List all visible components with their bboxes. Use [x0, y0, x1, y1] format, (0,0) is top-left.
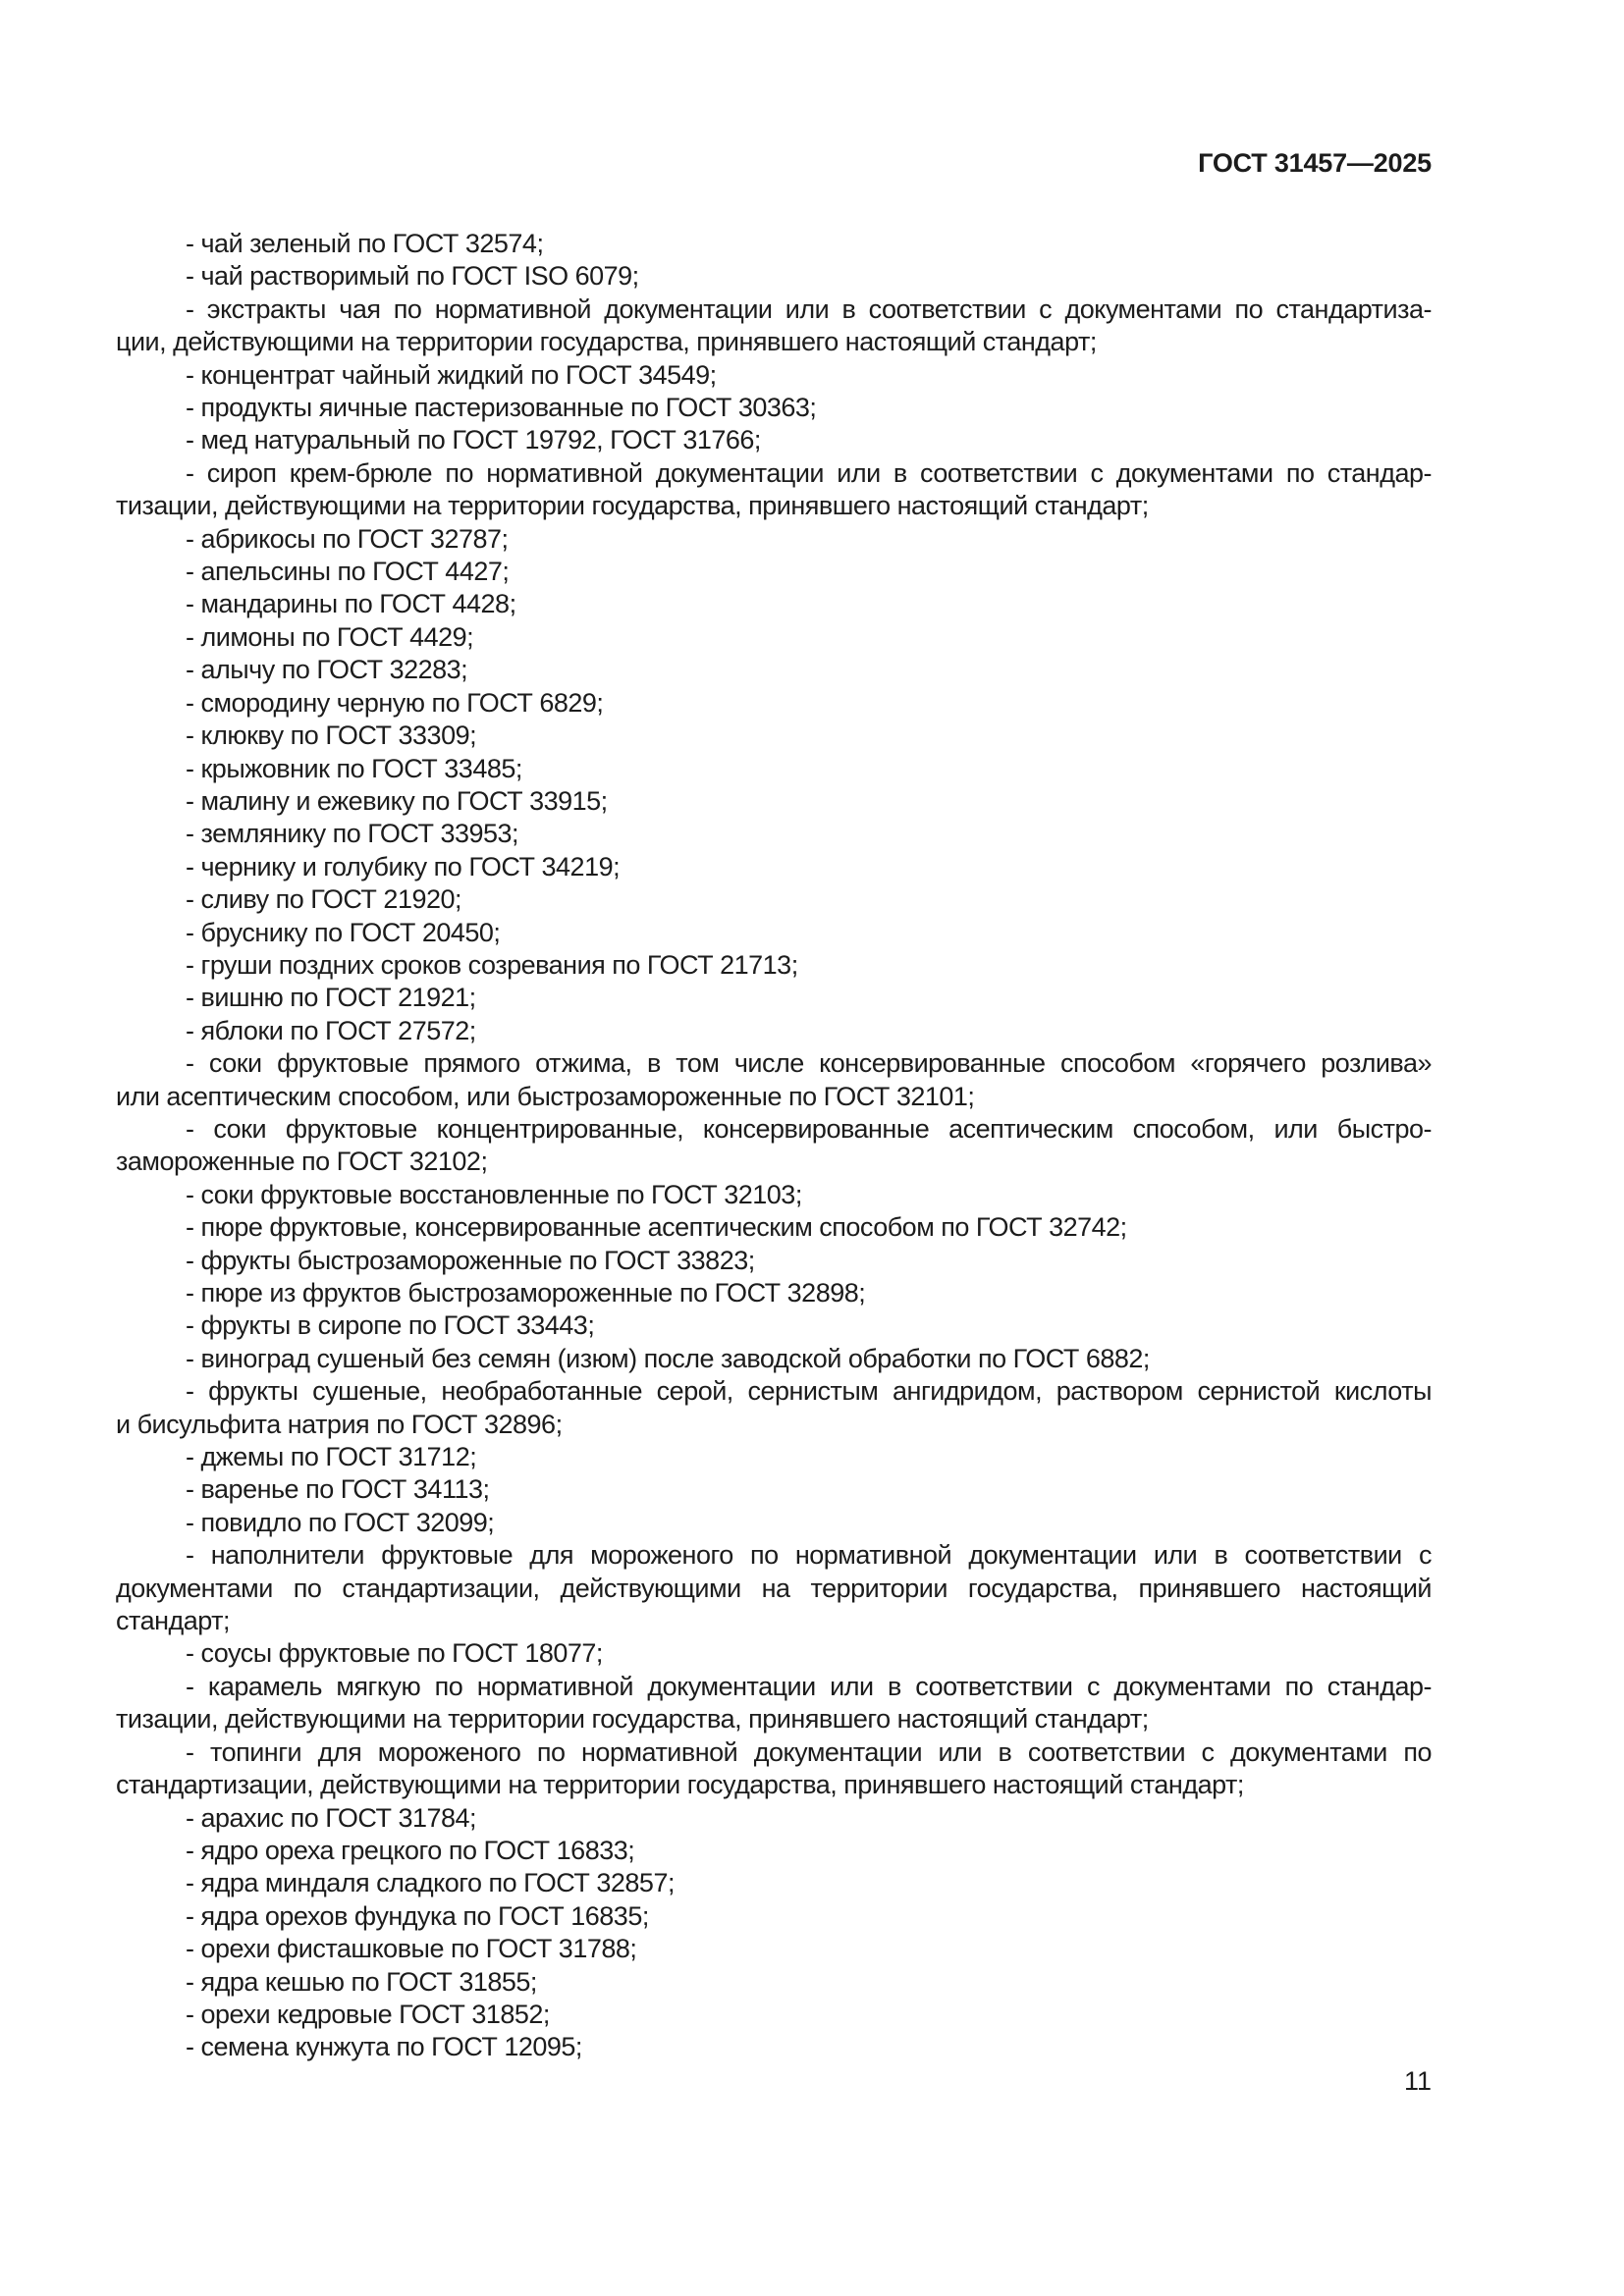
list-item-paragraph [116, 654, 1432, 686]
text-line: - ядра миндаля сладкого по ГОСТ 32857; [186, 1868, 675, 1898]
text-line: - сливу по ГОСТ 21920; [186, 884, 462, 915]
text-line: стандартизации, действующими на территории государства, принявшего настоящий стандарт; [116, 1770, 1244, 1800]
text-line: - соусы фруктовые по ГОСТ 18077; [186, 1638, 603, 1669]
list-item-paragraph [116, 588, 1432, 620]
list-item-paragraph [116, 1637, 1432, 1670]
text-line: - варенье по ГОСТ 34113; [186, 1474, 490, 1505]
text-line: - ядра орехов фундука по ГОСТ 16835; [186, 1900, 649, 1931]
text-line: - арахис по ГОСТ 31784; [186, 1802, 477, 1833]
text-line: - чай зеленый по ГОСТ 32574; [186, 229, 544, 258]
list-item-paragraph [116, 621, 1432, 654]
text-line: - апельсины по ГОСТ 4427; [186, 557, 510, 587]
text-line: - ядра кешью по ГОСТ 31855; [186, 1966, 537, 1997]
text-line: стандарт; [116, 1606, 231, 1636]
document-code-header: ГОСТ 31457—2025 [1198, 148, 1432, 178]
text-line: - пюре фруктовые, консервированные асептическим способом по ГОСТ 32742; [186, 1212, 1127, 1243]
text-line: - клюкву по ГОСТ 33309; [186, 721, 477, 751]
text-line: - лимоны по ГОСТ 4429; [186, 621, 474, 652]
text-line: - карамель мягкую по нормативной документации или в соответствии с документами по стандар- [186, 1671, 1432, 1701]
list-item-paragraph [116, 1473, 1432, 1506]
list-item-paragraph [116, 294, 1432, 359]
list-item-paragraph [116, 1343, 1432, 1375]
text-line: - фрукты в сиропе по ГОСТ 33443; [186, 1310, 595, 1341]
text-line: - экстракты чая по нормативной документации или в соответствии с документами по стандартиза- [186, 294, 1432, 324]
list-item-paragraph [116, 2031, 1432, 2063]
text-line: тизации, действующими на территории государства, принявшего настоящий стандарт; [116, 491, 1149, 521]
text-line: - груши поздних сроков созревания по ГОСТ 21713; [186, 949, 798, 980]
list-item-paragraph [116, 1441, 1432, 1473]
text-line: - чай растворимый по ГОСТ ISO 6079; [186, 261, 639, 292]
list-item-paragraph [116, 1113, 1432, 1179]
list-item-paragraph [116, 1835, 1432, 1867]
text-line: - семена кунжута по ГОСТ 12095; [186, 2032, 582, 2062]
list-item-paragraph [116, 1179, 1432, 1211]
text-line: и бисульфита натрия по ГОСТ 32896; [116, 1409, 563, 1439]
list-item-paragraph [116, 1539, 1432, 1637]
list-item-paragraph [116, 228, 1432, 260]
list-item-paragraph [116, 1802, 1432, 1835]
text-line: - фрукты сушеные, необработанные серой, сернистым ангидридом, раствором сернистой кислоты [186, 1376, 1432, 1407]
list-item-paragraph [116, 1015, 1432, 1047]
text-line: документами по стандартизации, действующими на территории государства, принявшего настоящий [116, 1573, 1432, 1603]
text-line: - наполнители фруктовые для мороженого по нормативной документации или в соответствии с [186, 1540, 1432, 1571]
text-line: - соки фруктовые восстановленные по ГОСТ 32103; [186, 1179, 802, 1209]
text-line: - джемы по ГОСТ 31712; [186, 1442, 477, 1472]
list-item-paragraph [116, 1047, 1432, 1113]
list-item-paragraph [116, 982, 1432, 1014]
list-item-paragraph [116, 917, 1432, 949]
text-line: - алычу по ГОСТ 32283; [186, 655, 468, 685]
text-line: - соки фруктовые концентрированные, консервированные асептическим способом, или быстро- [186, 1113, 1432, 1144]
list-item-paragraph [116, 523, 1432, 556]
text-line: - пюре из фруктов быстрозамороженные по ГОСТ 32898; [186, 1278, 866, 1308]
text-line: - вишню по ГОСТ 21921; [186, 983, 476, 1013]
list-item-paragraph [116, 1245, 1432, 1277]
text-line: - фрукты быстрозамороженные по ГОСТ 33823; [186, 1245, 755, 1275]
list-item-paragraph [116, 556, 1432, 588]
list-item-paragraph [116, 1736, 1432, 1802]
document-body [116, 228, 1432, 2064]
text-line: - мандарины по ГОСТ 4428; [186, 589, 516, 619]
text-line: - концентрат чайный жидкий по ГОСТ 34549; [186, 359, 717, 390]
list-item-paragraph [116, 851, 1432, 883]
text-line: - абрикосы по ГОСТ 32787; [186, 523, 509, 554]
list-item-paragraph [116, 457, 1432, 523]
text-line: - смородину черную по ГОСТ 6829; [186, 687, 604, 718]
list-item-paragraph [116, 720, 1432, 752]
list-item-paragraph [116, 1375, 1432, 1441]
list-item-paragraph [116, 392, 1432, 424]
text-line: - бруснику по ГОСТ 20450; [186, 917, 501, 947]
text-line: - ядро ореха грецкого по ГОСТ 16833; [186, 1835, 635, 1865]
text-line: - крыжовник по ГОСТ 33485; [186, 753, 522, 783]
list-item-paragraph [116, 424, 1432, 456]
text-line: замороженные по ГОСТ 32102; [116, 1147, 488, 1177]
text-line: или асептическим способом, или быстрозамороженные по ГОСТ 32101; [116, 1081, 975, 1111]
list-item-paragraph [116, 1309, 1432, 1342]
list-item-paragraph [116, 1507, 1432, 1539]
page-number: 11 [1403, 2066, 1432, 2096]
list-item-paragraph [116, 1867, 1432, 1899]
text-line: - соки фруктовые прямого отжима, в том числе консервированные способом «горячего розлива» [186, 1048, 1432, 1079]
text-line: - повидло по ГОСТ 32099; [186, 1507, 495, 1537]
list-item-paragraph [116, 753, 1432, 785]
text-line: - землянику по ГОСТ 33953; [186, 819, 519, 849]
list-item-paragraph [116, 1933, 1432, 1965]
text-line: тизации, действующими на территории государства, принявшего настоящий стандарт; [116, 1704, 1149, 1735]
text-line: - сироп крем-брюле по нормативной документации или в соответствии с документами по стандар- [186, 457, 1432, 488]
list-item-paragraph [116, 1966, 1432, 1999]
text-line: - яблоки по ГОСТ 27572; [186, 1015, 476, 1045]
list-item-paragraph [116, 883, 1432, 916]
list-item-paragraph [116, 260, 1432, 293]
list-item-paragraph [116, 1900, 1432, 1933]
list-item-paragraph [116, 1999, 1432, 2031]
list-item-paragraph [116, 687, 1432, 720]
text-line: - мед натуральный по ГОСТ 19792, ГОСТ 31766; [186, 425, 761, 455]
list-item-paragraph [116, 818, 1432, 850]
text-line: - чернику и голубику по ГОСТ 34219; [186, 851, 621, 881]
list-item-paragraph [116, 1671, 1432, 1736]
text-line: ции, действующими на территории государства, принявшего настоящий стандарт; [116, 327, 1097, 357]
text-line: - малину и ежевику по ГОСТ 33915; [186, 785, 608, 816]
text-line: - продукты яичные пастеризованные по ГОСТ 30363; [186, 393, 817, 423]
list-item-paragraph [116, 949, 1432, 982]
text-line: - топинги для мороженого по нормативной документации или в соответствии с документами по [186, 1736, 1432, 1767]
list-item-paragraph [116, 785, 1432, 818]
text-line: - виноград сушеный без семян (изюм) после заводской обработки по ГОСТ 6882; [186, 1343, 1150, 1373]
text-line: - орехи фисташковые по ГОСТ 31788; [186, 1934, 637, 1964]
list-item-paragraph [116, 1211, 1432, 1244]
list-item-paragraph [116, 1277, 1432, 1309]
list-item-paragraph [116, 359, 1432, 392]
text-line: - орехи кедровые ГОСТ 31852; [186, 1999, 550, 2029]
